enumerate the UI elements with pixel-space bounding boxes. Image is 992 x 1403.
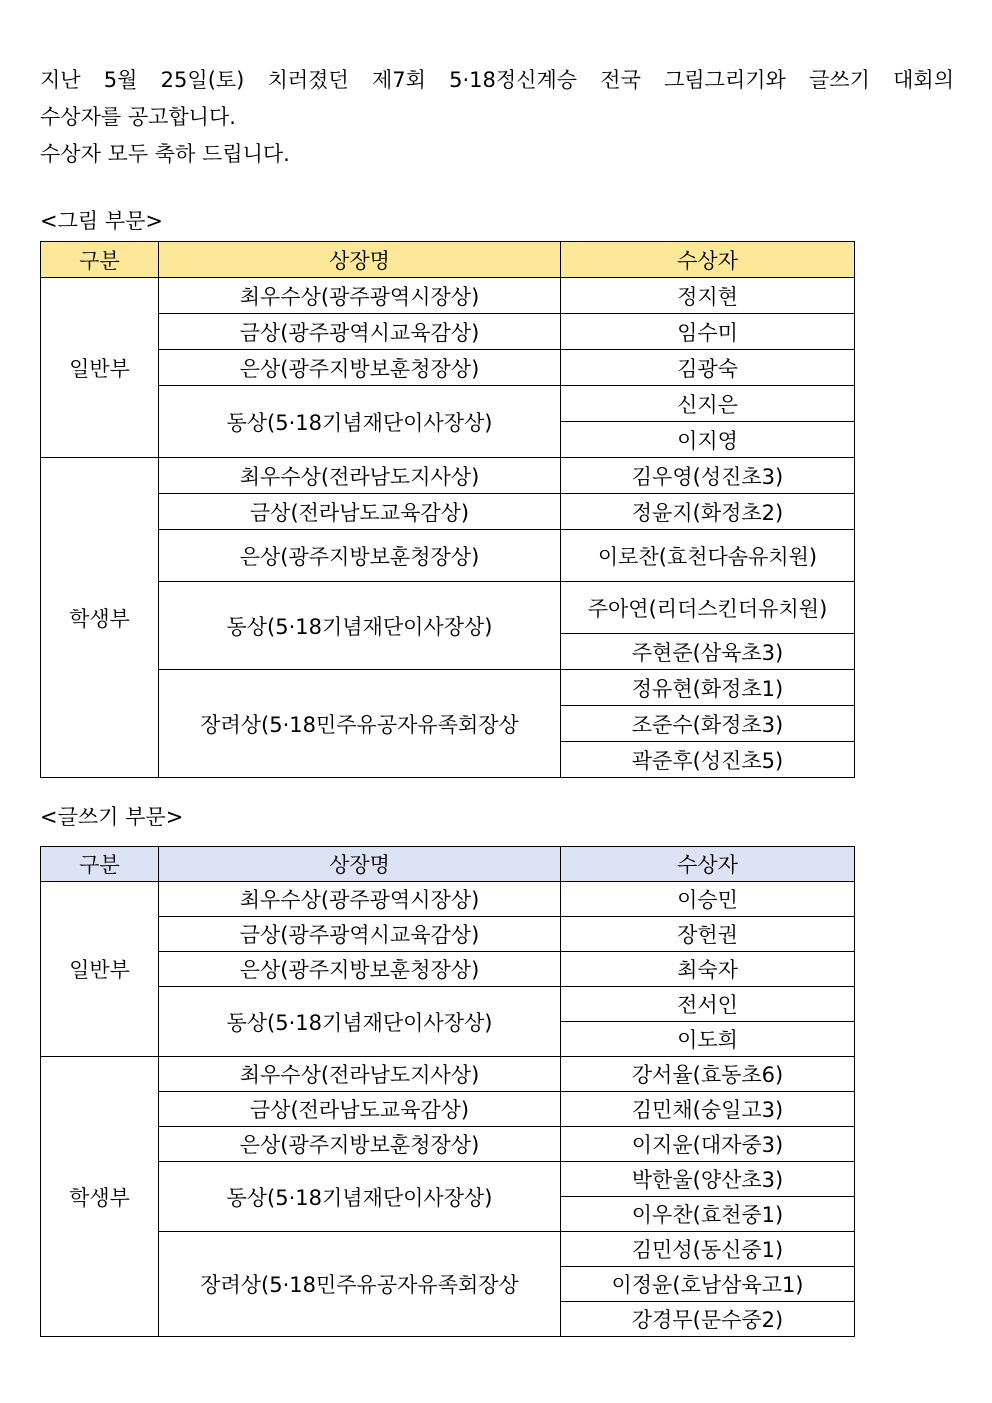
winner-name: 이승민 bbox=[561, 882, 855, 917]
table-header-row bbox=[41, 242, 855, 278]
table-row bbox=[41, 314, 855, 350]
table-row bbox=[41, 1092, 855, 1127]
winner-name: 주현준(삼육초3) bbox=[561, 634, 855, 670]
winner-name: 김민성(동신중1) bbox=[561, 1232, 855, 1267]
winner-name: 강서율(효동초6) bbox=[561, 1057, 855, 1092]
category-student: 학생부 bbox=[41, 458, 159, 778]
table-row bbox=[41, 386, 855, 422]
category-general: 일반부 bbox=[41, 278, 159, 458]
table-row bbox=[41, 494, 855, 530]
winner-name: 장헌권 bbox=[561, 917, 855, 952]
award-name: 장려상(5·18민주유공자유족회장상 bbox=[159, 670, 561, 778]
header-category: 구분 bbox=[41, 242, 159, 278]
award-name: 금상(광주광역시교육감상) bbox=[159, 917, 561, 952]
table-row bbox=[41, 670, 855, 706]
winner-name: 정지현 bbox=[561, 278, 855, 314]
award-name: 최우수상(전라남도지사상) bbox=[159, 1057, 561, 1092]
award-name: 금상(전라남도교육감상) bbox=[159, 494, 561, 530]
header-winner: 수상자 bbox=[561, 847, 855, 882]
table-row bbox=[41, 582, 855, 634]
header-award: 상장명 bbox=[159, 847, 561, 882]
table-row bbox=[41, 952, 855, 987]
award-name: 동상(5·18기념재단이사장상) bbox=[159, 386, 561, 458]
writing-section-title: <글쓰기 부문> bbox=[40, 805, 184, 829]
winner-name: 이지윤(대자중3) bbox=[561, 1127, 855, 1162]
award-name: 최우수상(광주광역시장상) bbox=[159, 882, 561, 917]
winner-name: 이도희 bbox=[561, 1022, 855, 1057]
intro-line-1: 지난 5월 25일(토) 치러졌던 제7회 5·18정신계승 전국 그림그리기와 글쓰기 대회의 bbox=[40, 68, 954, 92]
writing-award-table bbox=[40, 846, 855, 1337]
winner-name: 임수미 bbox=[561, 314, 855, 350]
winner-name: 정윤지(화정초2) bbox=[561, 494, 855, 530]
table-row bbox=[41, 1127, 855, 1162]
header-award: 상장명 bbox=[159, 242, 561, 278]
category-general: 일반부 bbox=[41, 882, 159, 1057]
winner-name: 이우찬(효천중1) bbox=[561, 1197, 855, 1232]
table-row bbox=[41, 987, 855, 1022]
header-winner: 수상자 bbox=[561, 242, 855, 278]
table-row bbox=[41, 350, 855, 386]
table-row bbox=[41, 278, 855, 314]
winner-name: 이로찬(효천다솜유치원) bbox=[561, 530, 855, 582]
award-name: 동상(5·18기념재단이사장상) bbox=[159, 582, 561, 670]
award-name: 장려상(5·18민주유공자유족회장상 bbox=[159, 1232, 561, 1337]
winner-name: 박한울(양산초3) bbox=[561, 1162, 855, 1197]
award-name: 동상(5·18기념재단이사장상) bbox=[159, 1162, 561, 1232]
table-row bbox=[41, 917, 855, 952]
category-student: 학생부 bbox=[41, 1057, 159, 1337]
winner-name: 전서인 bbox=[561, 987, 855, 1022]
winner-name: 김광숙 bbox=[561, 350, 855, 386]
winner-name: 조준수(화정초3) bbox=[561, 706, 855, 742]
award-name: 은상(광주지방보훈청장상) bbox=[159, 952, 561, 987]
table-header-row bbox=[41, 847, 855, 882]
winner-name: 곽준후(성진초5) bbox=[561, 742, 855, 778]
table-row bbox=[41, 882, 855, 917]
table-row bbox=[41, 458, 855, 494]
winner-name: 신지은 bbox=[561, 386, 855, 422]
winner-name: 주아연(리더스킨더유치원) bbox=[561, 582, 855, 634]
award-name: 금상(광주광역시교육감상) bbox=[159, 314, 561, 350]
winner-name: 이지영 bbox=[561, 422, 855, 458]
award-name: 최우수상(광주광역시장상) bbox=[159, 278, 561, 314]
award-name: 은상(광주지방보훈청장상) bbox=[159, 1127, 561, 1162]
winner-name: 김민채(숭일고3) bbox=[561, 1092, 855, 1127]
table-row bbox=[41, 530, 855, 582]
award-name: 최우수상(전라남도지사상) bbox=[159, 458, 561, 494]
table-row bbox=[41, 1057, 855, 1092]
award-name: 금상(전라남도교육감상) bbox=[159, 1092, 561, 1127]
table-row bbox=[41, 1162, 855, 1197]
award-name: 동상(5·18기념재단이사장상) bbox=[159, 987, 561, 1057]
award-name: 은상(광주지방보훈청장상) bbox=[159, 350, 561, 386]
winner-name: 정유현(화정초1) bbox=[561, 670, 855, 706]
award-name: 은상(광주지방보훈청장상) bbox=[159, 530, 561, 582]
winner-name: 강경무(문수중2) bbox=[561, 1302, 855, 1337]
intro-line-3: 수상자 모두 축하 드립니다. bbox=[40, 142, 290, 166]
header-category: 구분 bbox=[41, 847, 159, 882]
intro-line-2: 수상자를 공고합니다. bbox=[40, 105, 236, 129]
winner-name: 이정윤(호남삼육고1) bbox=[561, 1267, 855, 1302]
drawing-award-table bbox=[40, 241, 855, 778]
winner-name: 최숙자 bbox=[561, 952, 855, 987]
table-row bbox=[41, 1232, 855, 1267]
winner-name: 김우영(성진초3) bbox=[561, 458, 855, 494]
intro-text bbox=[40, 62, 954, 173]
drawing-section-title: <그림 부문> bbox=[40, 209, 164, 233]
